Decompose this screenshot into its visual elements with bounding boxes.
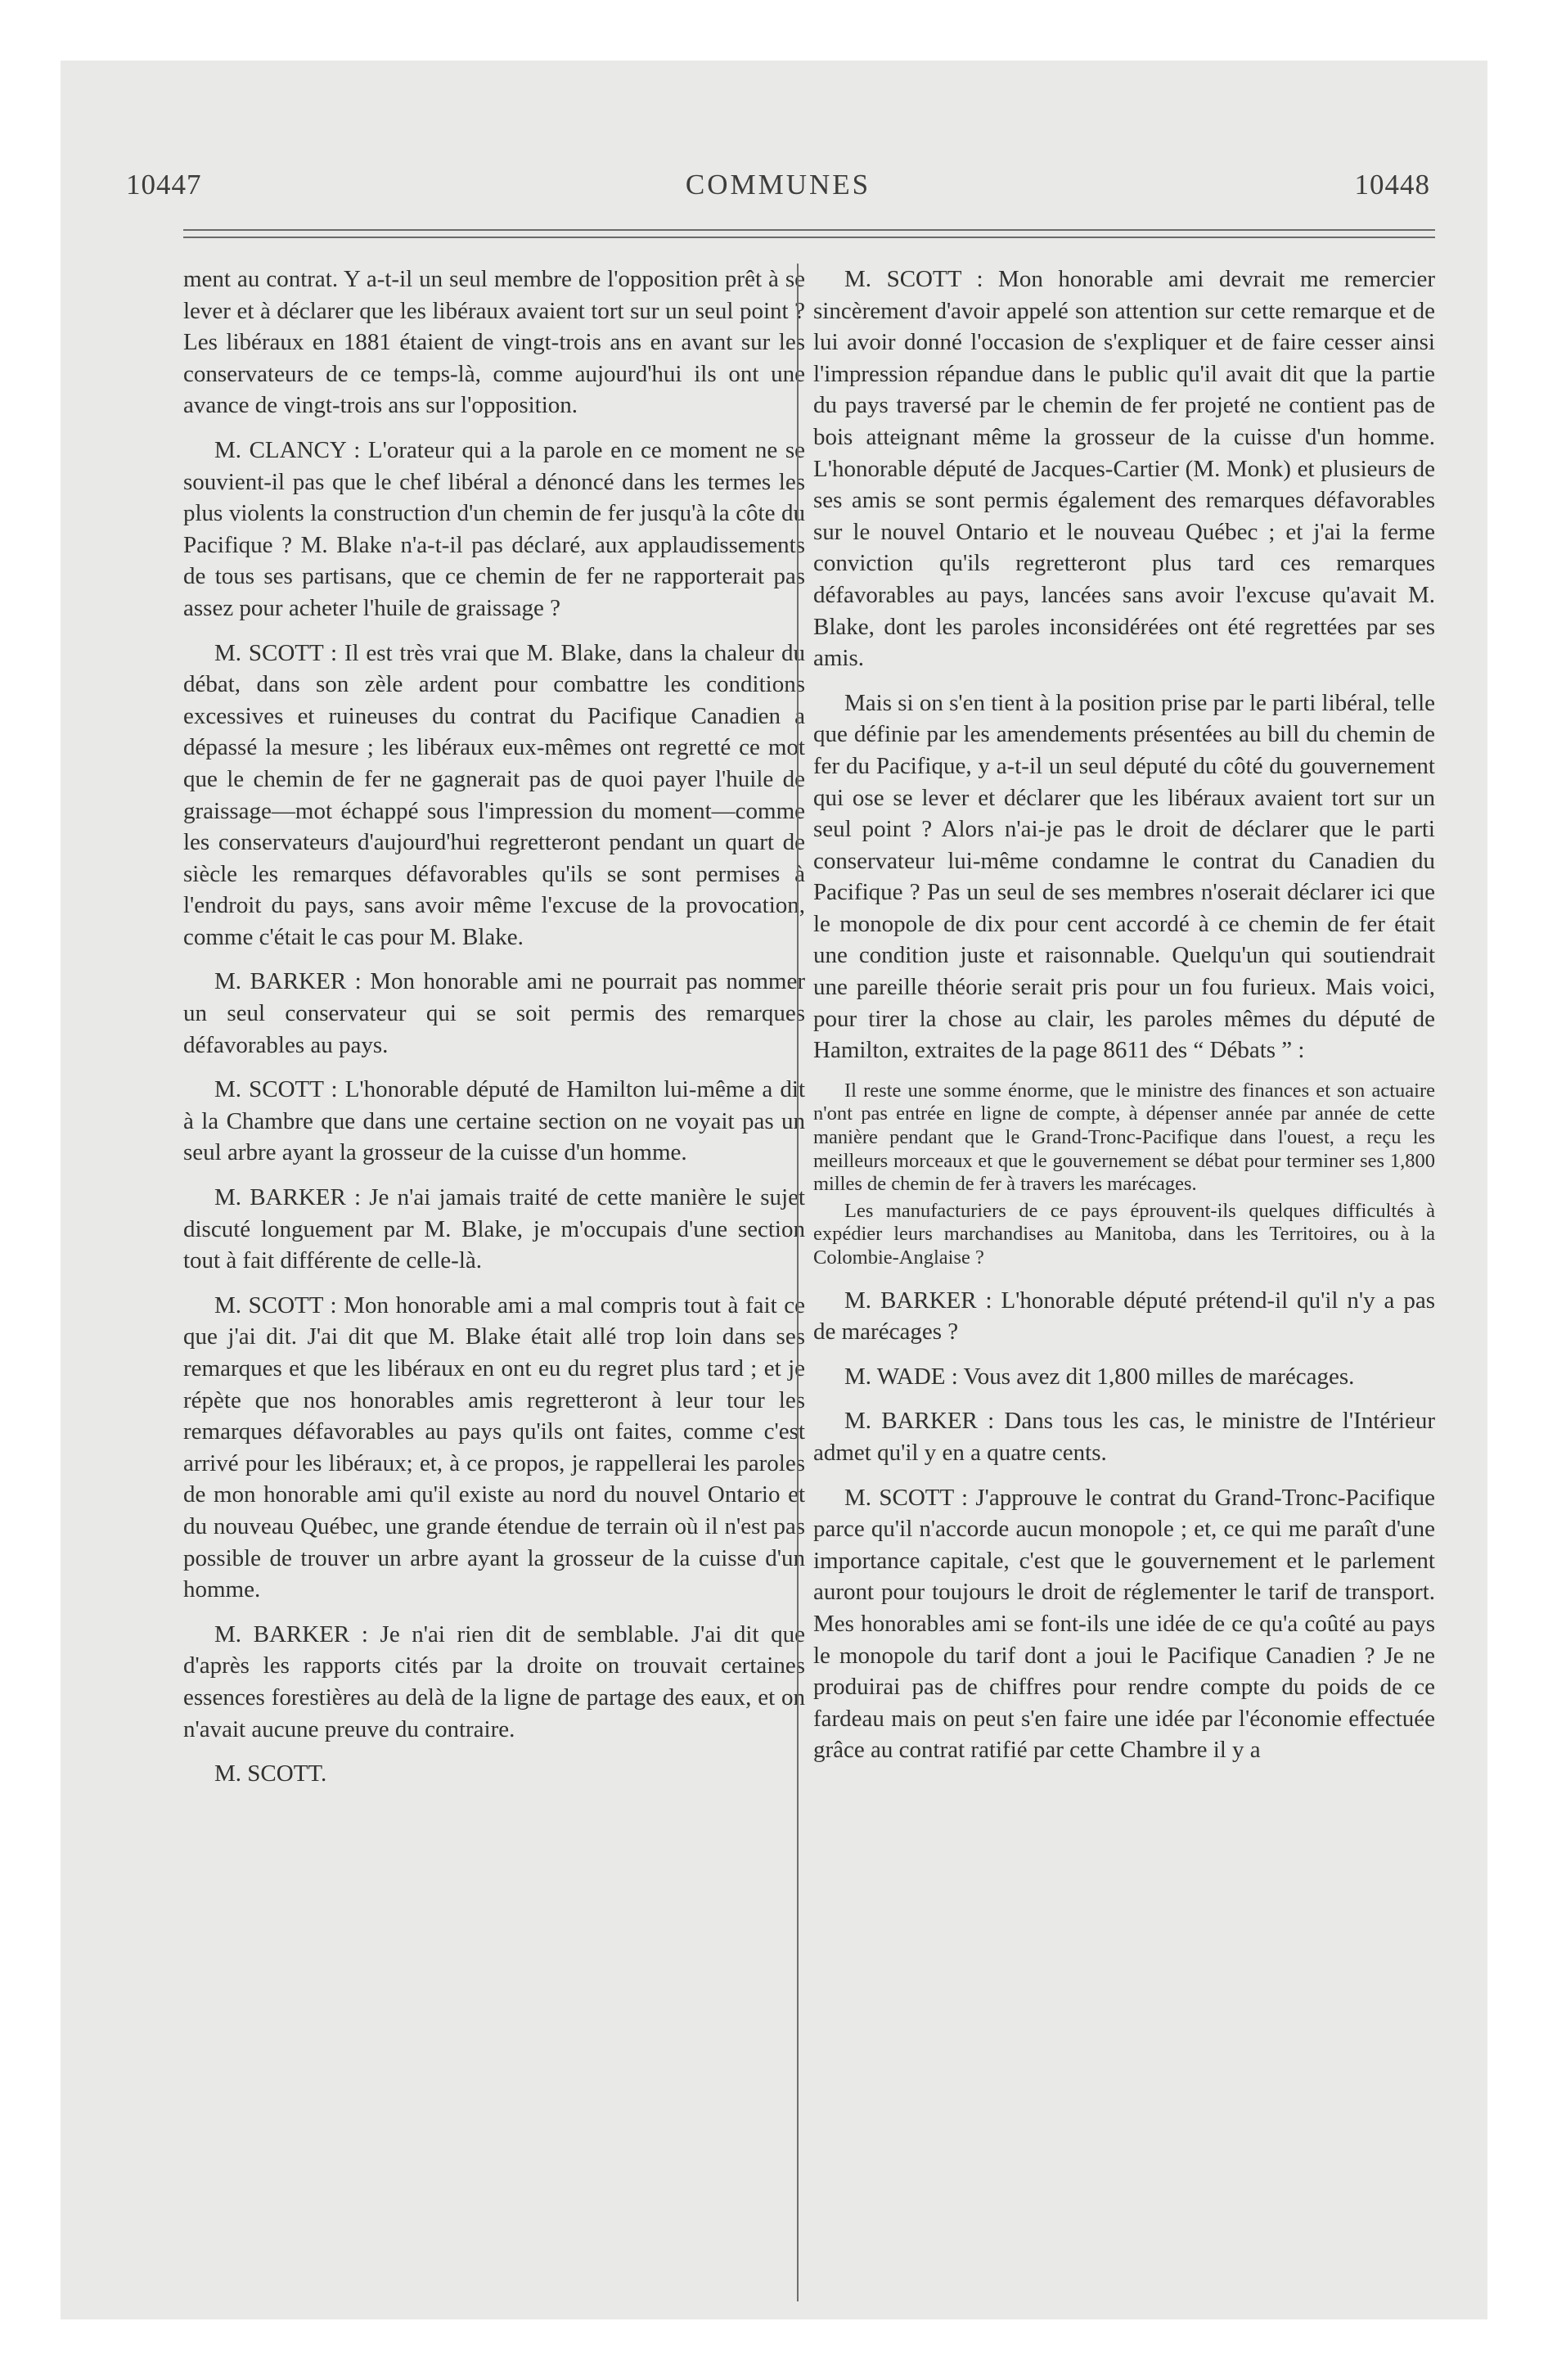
paragraph: M. BARKER : L'honorable député prétend-il qu'il n'y a pas de marécages ? — [813, 1287, 1435, 1346]
paragraph: M. WADE : Vous avez dit 1,800 milles de marécages. — [844, 1363, 1355, 1390]
paragraph: M. BARKER : Je n'ai rien dit de semblable. J'ai dit que d'après les rapports cités par la droite on trouvait certaines essences forestières au delà de la ligne de partage des eaux, et on n'avait aucune preuve du contraire. — [183, 1620, 805, 1742]
paragraph: M. CLANCY : L'orateur qui a la parole en ce moment ne se souvient-il pas que le chef libéral a dénoncé dans les termes les plus violents la construction d'un chemin de fer jusqu'à la côte du Pacifique ? M. Blake n'a-t-il pas déclaré, aux applaudissements de tous ses partisans, que ce chemin de fer ne rapporterait pas assez pour acheter l'huile de graissage ? — [183, 436, 805, 621]
paragraph: M. SCOTT : J'approuve le contrat du Grand-Tronc-Pacifique parce qu'il n'accorde aucun monopole ; et, ce qui me paraît d'une importance capitale, c'est que le gouvernement et le parlement auront pour toujours le droit de réglementer le tarif de transport. Mes honorables ami se font-ils une idée de ce qu'a coûté au pays le monopole du tarif dont a joui le Pacifique Canadien ? Je ne produirai pas de chiffres pour rendre compte du poids de ce fardeau mais on peut s'en faire une idée par l'économie effectuée grâce au contrat ratifié par cette Chambre il y a — [813, 1484, 1435, 1764]
paragraph: M. SCOTT : L'honorable député de Hamilton lui-même a dit à la Chambre que dans une certaine section on ne voyait pas un seul arbre ayant la grosseur de la cuisse d'un homme. — [183, 1076, 805, 1166]
header-rule — [183, 229, 1435, 231]
page-number-right: 10448 — [1354, 169, 1430, 201]
column-divider — [797, 264, 799, 2301]
running-title: COMMUNES — [685, 169, 871, 201]
paragraph: M. SCOTT : Il est très vrai que M. Blake, dans la chaleur du débat, dans son zèle ardent pour combattre les conditions excessives et ruineuses du contrat du Pacifique Canadien a dépassé la mesure ; les libéraux eux-mêmes ont regretté ce mot que le chemin de fer ne gagnerait pas de quoi payer l'huile de graissage—mot échappé sous l'impression du moment—comme les conservateurs d'aujourd'hui regretteront pendant un quart de siècle les remarques défavorables qu'ils se sont permises à l'endroit du pays, sans avoir même l'excuse de la provocation, comme c'était le cas pour M. Blake. — [183, 639, 805, 950]
paragraph: M. BARKER : Je n'ai jamais traité de cette manière le sujet discuté longuement par M. Blake, je m'occupais d'une section tout à fait différente de celle-là. — [183, 1184, 805, 1274]
paragraph: M. SCOTT : Mon honorable ami a mal compris tout à fait ce que j'ai dit. J'ai dit que M. Blake était allé trop loin dans ses remarques et que les libéraux en ont eu du regret plus tard ; et je répète que nos honorables amis regretteront à leur tour les remarques défavorables au pays qu'ils ont faites, comme c'est arrivé pour les libéraux; et, à ce propos, je rappellerai les paroles de mon honorable ami qu'il existe au nord du nouvel Ontario et du nouveau Québec, une grande étendue de terrain où il n'est pas possible de trouver un arbre ayant la grosseur de la cuisse d'un homme. — [183, 1291, 805, 1603]
paragraph: ment au contrat. Y a-t-il un seul membre de l'opposition prêt à se lever et à déclarer que les libéraux avaient tort sur un seul point ? Les libéraux en 1881 étaient de vingt-trois ans en avant sur les conservateurs de ce temps-là, comme aujourd'hui ils ont une avance de vingt-trois ans sur l'opposition. — [183, 266, 805, 419]
header-rule — [183, 237, 1435, 238]
column-footer-speaker: M. SCOTT. — [214, 1760, 327, 1787]
left-column — [183, 264, 805, 1803]
quoted-paragraph: Les manufacturiers de ce pays éprouvent-ils quelques difficultés à expédier leurs marchandises au Manitoba, dans les Territoires, ou à la Colombie-Anglaise ? — [813, 1199, 1435, 1269]
quoted-paragraph: Il reste une somme énorme, que le ministre des finances et son actuaire n'ont pas entrée en ligne de compte, à dépenser année par année de cette manière pendant que le Grand-Tronc-Pacifique dans l'ouest, a reçu les meilleurs morceaux et que le gouvernement se débat pour terminer ses 1,800 milles de chemin de fer à travers les marécages. — [813, 1079, 1435, 1196]
right-column — [813, 264, 1435, 1779]
page-number-left: 10447 — [126, 169, 202, 201]
paragraph: M. SCOTT : Mon honorable ami devrait me remercier sincèrement d'avoir appelé son attention sur cette remarque et de lui avoir donné l'occasion de s'expliquer et de faire cesser ainsi l'impression répandue dans le public qu'il avait dit que la partie du pays traversé par le chemin de fer projeté ne contient pas de bois atteignant même la grosseur de la cuisse d'un homme. L'honorable député de Jacques-Cartier (M. Monk) et plusieurs de ses amis se sont permis également des remarques défavorables sur le nouvel Ontario et le nouveau Québec ; et j'ai la ferme conviction qu'ils regretteront plus tard ces remarques défavorables au pays, lancées sans avoir l'excuse qu'avait M. Blake, dont les paroles inconsidérées ont été regrettées par ses amis. — [813, 266, 1435, 672]
paragraph: M. BARKER : Mon honorable ami ne pourrait pas nommer un seul conservateur qui se soit permis des remarques défavorables au pays. — [183, 968, 805, 1058]
paragraph: Mais si on s'en tient à la position prise par le parti libéral, telle que définie par les amendements présentées au bill du chemin de fer du Pacifique, y a-t-il un seul député du côté du gouvernement qui ose se lever et déclarer que les libéraux avaient tort sur un seul point ? Alors n'ai-je pas le droit de déclarer que le parti conservateur lui-même condamne le contrat du Canadien du Pacifique ? Pas un seul de ses membres n'oserait déclarer ici que le monopole de dix pour cent accordé à ce chemin de fer était une condition juste et raisonnable. Quelqu'un qui soutiendrait une pareille théorie serait pris pour un fou furieux. Mais voici, pour tirer la chose au clair, les paroles mêmes du député de Hamilton, extraites de la page 8611 des “ Débats ” : — [813, 689, 1435, 1064]
paragraph: M. BARKER : Dans tous les cas, le ministre de l'Intérieur admet qu'il y en a quatre cents. — [813, 1408, 1435, 1466]
